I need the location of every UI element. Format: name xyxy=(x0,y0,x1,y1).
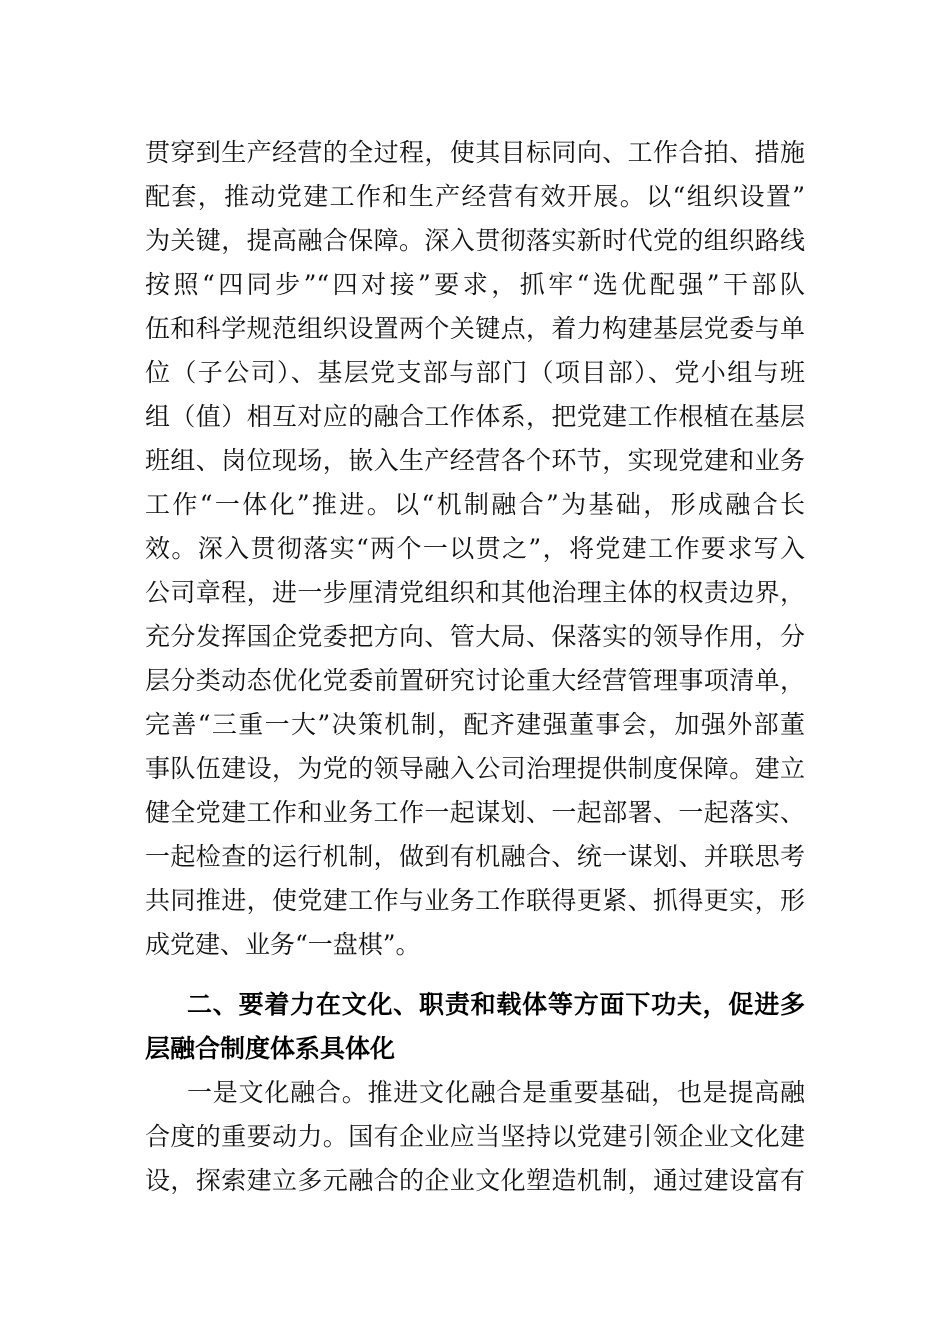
text-line: 一起检查的运行机制，做到有机融合、统一谋划、并联思考 xyxy=(145,842,805,871)
text-line: 充分发挥国企党委把方向、管大局、保落实的领导作用，分 xyxy=(145,622,805,651)
text-line: 按照“四同步”“四对接”要求，抓牢“选优配强”干部队 xyxy=(145,270,805,299)
text-line: 为关键，提高融合保障。深入贯彻落实新时代党的组织路线 xyxy=(145,226,805,255)
text-line: 事队伍建设，为党的领导融入公司治理提供制度保障。建立 xyxy=(145,754,805,783)
text-line: 公司章程，进一步厘清党组织和其他治理主体的权责边界， xyxy=(145,578,805,607)
text-line: 设，探索建立多元融合的企业文化塑造机制，通过建设富有 xyxy=(145,1166,805,1195)
text-line: 伍和科学规范组织设置两个关键点，着力构建基层党委与单 xyxy=(145,314,805,343)
text-line: 位（子公司）、基层党支部与部门（项目部）、党小组与班 xyxy=(145,358,805,387)
text-line: 班组、岗位现场，嵌入生产经营各个环节，实现党建和业务 xyxy=(145,446,805,475)
text-line: 完善“三重一大”决策机制，配齐建强董事会，加强外部董 xyxy=(145,710,805,739)
text-line: 配套，推动党建工作和生产经营有效开展。以“组织设置” xyxy=(145,182,805,211)
text-line: 贯穿到生产经营的全过程，使其目标同向、工作合拍、措施 xyxy=(145,138,805,167)
text-line: 共同推进，使党建工作与业务工作联得更紧、抓得更实，形 xyxy=(145,886,805,915)
text-line: 一是文化融合。推进文化融合是重要基础，也是提高融 xyxy=(187,1078,805,1107)
text-line: 组（值）相互对应的融合工作体系，把党建工作根植在基层 xyxy=(145,402,805,431)
heading-line: 二、要着力在文化、职责和载体等方面下功夫，促进多 xyxy=(187,990,805,1019)
heading-line: 层融合制度体系具体化 xyxy=(145,1034,396,1063)
text-line: 合度的重要动力。国有企业应当坚持以党建引领企业文化建 xyxy=(145,1122,805,1151)
text-line: 层分类动态优化党委前置研究讨论重大经营管理事项清单， xyxy=(145,666,805,695)
text-line: 成党建、业务“一盘棋”。 xyxy=(145,930,421,959)
text-line: 工作“一体化”推进。以“机制融合”为基础，形成融合长 xyxy=(145,490,805,519)
text-line: 效。深入贯彻落实“两个一以贯之”，将党建工作要求写入 xyxy=(145,534,805,563)
text-line: 健全党建工作和业务工作一起谋划、一起部署、一起落实、 xyxy=(145,798,805,827)
